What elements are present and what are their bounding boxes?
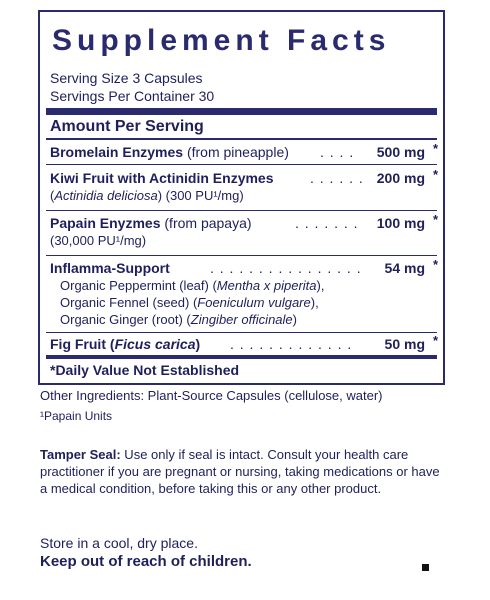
divider [46,255,437,256]
storage-instructions: Store in a cool, dry place. [40,535,198,551]
latin-name: Ficus carica [114,336,196,352]
divider [46,138,437,140]
ingredient-name: Kiwi Fruit with Actinidin Enzymes [50,170,274,186]
divider [46,210,437,211]
other-ingredients: Other Ingredients: Plant-Source Capsules (cellulose, water) [40,388,383,403]
ingredient-star: * [432,141,438,156]
ingredient-amount: 100 mg [376,215,425,231]
leader-dots: . . . . . . . [295,215,359,231]
ingredient-potency: (300 PU¹/mg) [162,188,244,203]
tamper-seal-label: Tamper Seal: [40,447,121,462]
supplement-facts-panel [38,10,445,385]
organic-ingredient: Organic Fennel (seed) (Foeniculum vulgare), [60,295,319,310]
amount-per-serving-header: Amount Per Serving [50,118,204,135]
ingredient-star: * [432,212,438,227]
leader-dots: . . . . . . [310,170,364,186]
ingredient-name: Bromelain Enzymes [50,144,184,160]
ingredient-star: * [432,257,438,272]
ingredient-row-inflamma-support [50,257,441,328]
daily-value-note: *Daily Value Not Established [50,362,240,378]
ingredient-row-bromelain [50,141,441,161]
ingredient-amount: 50 mg [384,336,425,352]
ingredient-name: Fig Fruit [50,336,106,352]
ingredient-row-papain [50,212,441,249]
panel-title: Supplement Facts [52,24,391,57]
ingredient-qualifier: (from papaya) [160,215,252,231]
ingredient-star: * [432,333,438,348]
ingredient-amount: 54 mg [384,260,425,276]
tamper-seal-text: Use only if seal is intact. Consult your health care practitioner if you are pregnant or nursing, taking medications or have a medical condition, before taking this or any other product. [40,447,440,496]
ingredient-potency: (30,000 PU¹/mg) [50,233,147,248]
tamper-seal-warning [40,446,445,497]
ingredient-amount: 500 mg [376,144,425,160]
serving-size: Serving Size 3 Capsules [50,70,203,86]
leader-dots: . . . . . . . . . . . . . . . . [210,260,362,276]
divider-thick [46,355,437,359]
ingredient-row-fig: Fig Fruit (Ficus carica) . . . . . . . . . . . . . 50 mg * [50,333,438,352]
footnote: ¹Papain Units [40,409,113,423]
divider [46,332,437,333]
latin-name: Actinidia deliciosa [54,188,158,203]
leader-dots: . . . . [320,144,355,160]
child-warning: Keep out of reach of children. [40,553,252,570]
registration-mark [422,564,429,571]
divider-thick [46,108,437,115]
organic-ingredient: Organic Ginger (root) (Zingiber officinale) [60,312,297,327]
ingredient-name: Papain Enyzmes [50,215,161,231]
ingredient-qualifier: (from pineapple) [183,144,289,160]
ingredient-star: * [432,167,438,182]
ingredient-row-kiwi: Kiwi Fruit with Actinidin Enzymes . . . . . . 200 mg * (Actinidia deliciosa) (300 PU¹/mg) [50,167,438,203]
organic-ingredient: Organic Peppermint (leaf) (Mentha x piperita), [60,278,325,293]
ingredient-name: Inflamma-Support [50,260,170,276]
servings-per-container: Servings Per Container 30 [50,88,215,104]
leader-dots: . . . . . . . . . . . . . [230,336,353,352]
divider [46,164,437,165]
ingredient-amount: 200 mg [376,170,425,186]
